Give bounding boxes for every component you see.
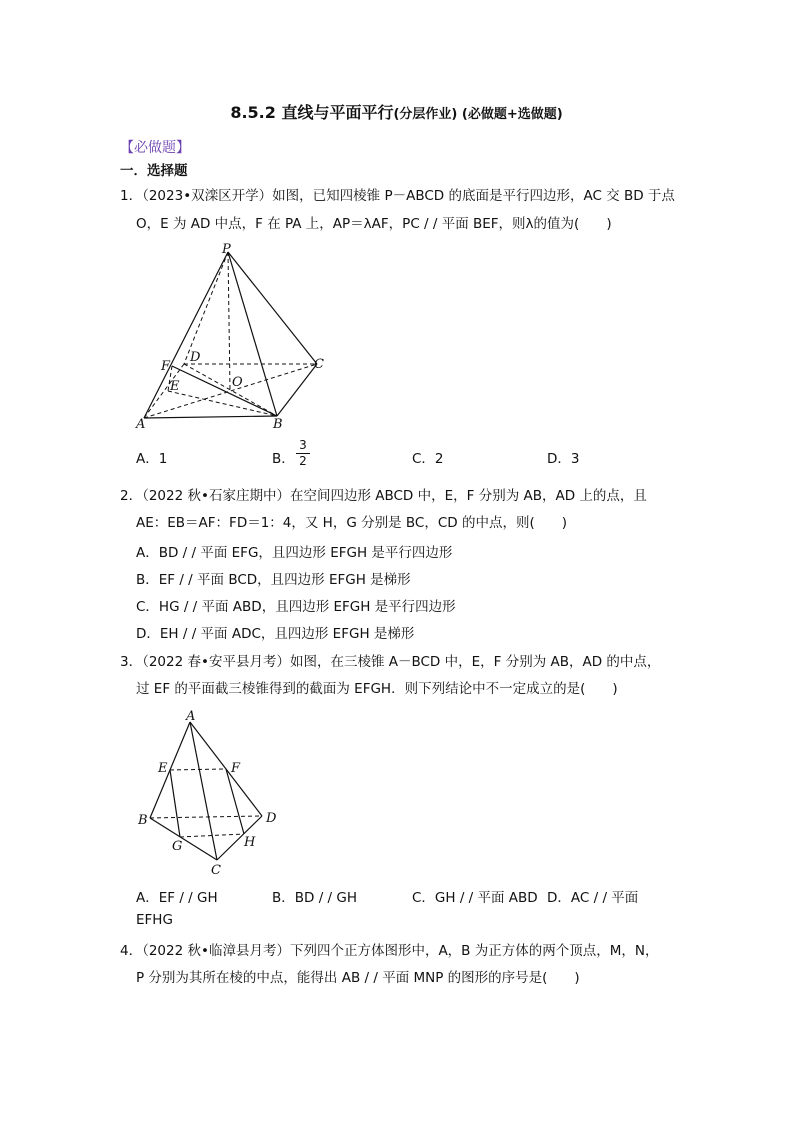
label-B: B — [138, 813, 148, 828]
q1-option-c: C．2 — [412, 451, 444, 467]
seg-EB — [168, 391, 277, 416]
edge-PD — [184, 252, 228, 364]
label-B: B — [273, 417, 283, 432]
q2-option-a: A．BD / / 平面 EFG，且四边形 EFGH 是平行四边形 — [136, 545, 453, 561]
fraction-denominator: 2 — [299, 454, 307, 468]
q3-option-d: D．AC / / 平面 — [547, 890, 639, 906]
q3-option-a: A．EF / / GH — [136, 890, 218, 906]
label-D: D — [190, 350, 201, 365]
edge-PC — [228, 252, 317, 364]
q1-line1: 1．（2023•双滦区开学）如图，已知四棱锥 P－ABCD 的底面是平行四边形，AC 交 BD 于点 — [120, 188, 675, 204]
q4-line2: P 分别为其所在棱的中点，能得出 AB / / 平面 MNP 的图形的序号是( ) — [136, 970, 580, 986]
edge-BC — [277, 364, 317, 416]
label-C: C — [211, 863, 221, 878]
edge-AB — [144, 416, 277, 418]
edge-FB — [172, 366, 277, 416]
label-F: F — [161, 359, 171, 374]
edge-EG — [170, 770, 180, 837]
label-P: P — [222, 242, 231, 257]
edge-PA — [144, 252, 228, 418]
label-F: F — [231, 761, 241, 776]
q2-line2: AE：EB＝AF：FD＝1：4，又 H，G 分别是 BC，CD 的中点，则( ) — [136, 515, 567, 531]
label-H: H — [244, 835, 256, 850]
title-main: 8.5.2 直线与平面平行 — [230, 103, 394, 122]
label-E: E — [158, 761, 168, 776]
q2-option-d: D．EH / / 平面 ADC，且四边形 EFGH 是梯形 — [136, 626, 415, 642]
title-sub: (分层作业) (必做题+选做题) — [393, 107, 563, 122]
label-O: O — [232, 375, 243, 390]
edge-PO — [228, 252, 230, 390]
q1-option-b-label: B． — [272, 451, 295, 467]
fraction-numerator: 3 — [299, 438, 307, 452]
q2-line1: 2．（2022 秋•石家庄期中）在空间四边形 ABCD 中，E，F 分别为 AB，AD 上的点，且 — [120, 488, 647, 504]
q3-option-c: C．GH / / 平面 ABD — [412, 890, 538, 906]
q3-tetrahedron-figure — [130, 706, 290, 878]
edge-BD — [150, 816, 262, 818]
q1-pyramid-figure — [130, 240, 350, 435]
q2-option-b: B．EF / / 平面 BCD，且四边形 EFGH 是梯形 — [136, 572, 411, 588]
seg-EF — [170, 769, 226, 770]
q4-line1: 4．（2022 秋•临漳县月考）下列四个正方体图形中，A，B 为正方体的两个顶点，M，N， — [120, 943, 659, 959]
q2-option-c: C．HG / / 平面 ABD，且四边形 EFGH 是平行四边形 — [136, 599, 456, 615]
page-title — [0, 100, 793, 123]
label-G: G — [172, 839, 183, 854]
q3-option-d-continued: EFHG — [136, 912, 173, 928]
edge-PB — [228, 252, 277, 416]
q3-line1: 3．（2022 春•安平县月考）如图，在三棱锥 A－BCD 中，E，F 分别为 AB，AD 的中点， — [120, 654, 661, 670]
edge-BC — [150, 818, 217, 860]
edge-FH — [226, 769, 244, 834]
diag-BD — [184, 364, 277, 416]
label-D: D — [266, 811, 277, 826]
q3-line2: 过 EF 的平面截三棱锥得到的截面为 EFGH．则下列结论中不一定成立的是( ) — [136, 681, 618, 697]
q1-option-d: D．3 — [547, 451, 580, 467]
label-C: C — [314, 357, 324, 372]
label-A: A — [186, 709, 196, 724]
required-tag: 【必做题】 — [120, 140, 190, 156]
q1-option-a: A．1 — [136, 451, 168, 467]
edge-AC — [190, 722, 217, 860]
q1-option-b-fraction — [296, 439, 310, 468]
section-heading: 一．选择题 — [120, 163, 188, 179]
label-E: E — [170, 379, 180, 394]
q3-option-b: B．BD / / GH — [272, 890, 358, 906]
label-A: A — [136, 417, 146, 432]
q1-line2: O，E 为 AD 中点，F 在 PA 上，AP＝λAF，PC / / 平面 BEF，则λ的值为( ) — [136, 216, 612, 232]
